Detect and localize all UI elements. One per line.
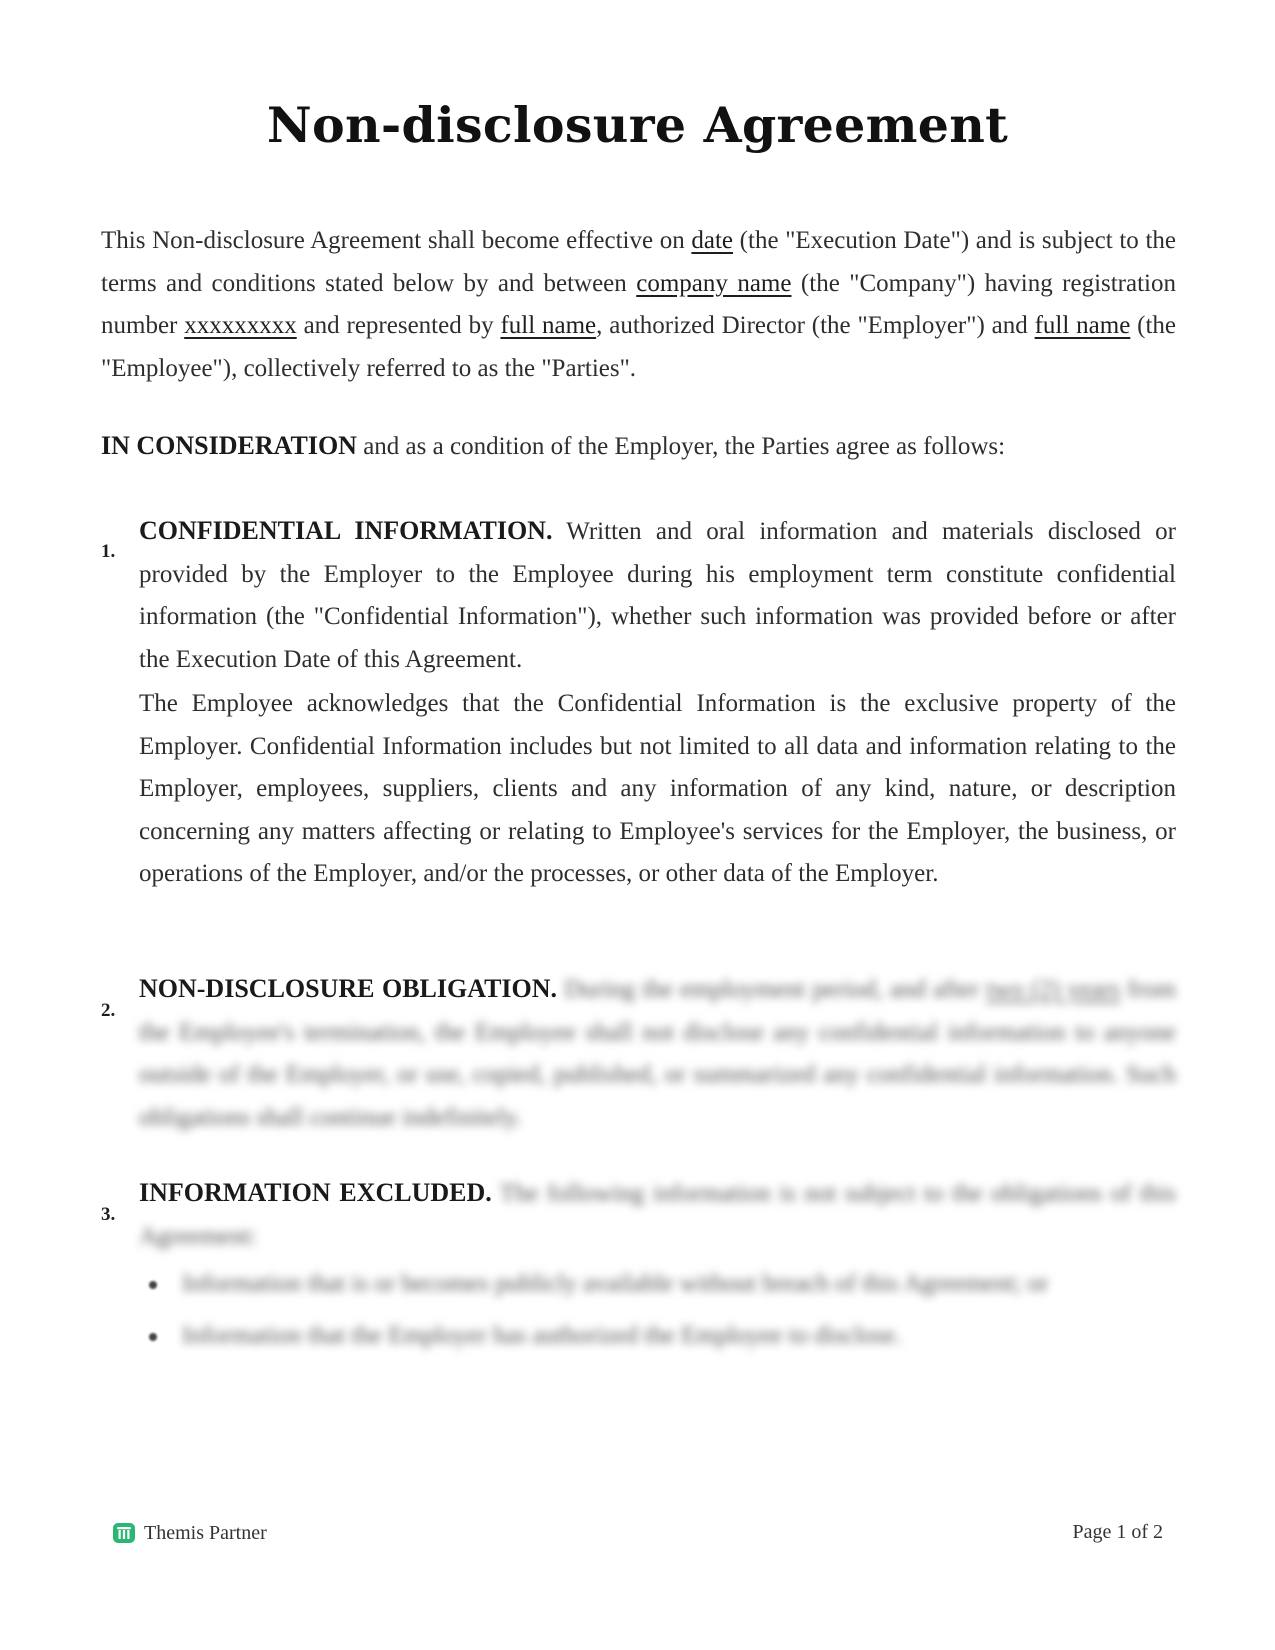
consideration-lead: IN CONSIDERATION <box>101 431 357 460</box>
themis-pillar-icon <box>112 1521 136 1545</box>
section-2-text: During the employment period, and after <box>557 976 987 1003</box>
bullet-text: Information that is or becomes publicly available without breach of this Agreement; or <box>182 1270 1049 1297</box>
page-number: Page 1 of 2 <box>1072 1521 1163 1543</box>
execution-date-field: date <box>691 227 734 254</box>
intro-text: (the "Execution Date") and is subject to the terms and conditions stated below by and between <box>101 227 1176 297</box>
section-2-text: from the Employee's termination, the Employee shall not disclose any confidential information to anyone outside of the Employer, or use, copied, published, or summarized any confidential information. Such obligations shall continue indefinitely. <box>139 976 1176 1131</box>
section-1-heading: CONFIDENTIAL INFORMATION. <box>139 516 553 545</box>
bullet-icon <box>149 1333 157 1341</box>
section-3-number: 3. <box>101 1204 116 1225</box>
footer-brand <box>112 1521 267 1545</box>
registration-number-field: xxxxxxxxx <box>184 312 297 339</box>
intro-paragraph <box>101 220 1176 390</box>
section-1-paragraph-2: The Employee acknowledges that the Confidential Information is the exclusive property of the Employer. Confidential Information includes but not limited to all data and information relating to the Employer, employees, suppliers, clients and any information of any kind, nature, or description concerning any matters affecting or relating to Employee's services for the Employer, the business, or operations of the Employer, and/or the processes, or other data of the Employer. <box>139 690 1176 887</box>
intro-text: and represented by <box>296 312 501 339</box>
consideration-paragraph <box>101 425 1176 469</box>
bullet-text: Information that the Employer has authorized the Employee to disclose. <box>182 1322 902 1349</box>
section-1-number: 1. <box>101 541 116 562</box>
employee-name-field: full name <box>1034 312 1131 339</box>
intro-text: This Non-disclosure Agreement shall become effective on <box>101 227 692 254</box>
section-2-number: 2. <box>101 1000 116 1021</box>
company-name-field: company name <box>636 269 792 297</box>
section-1-paragraph <box>139 510 1176 681</box>
intro-text: (the "Employee"), collectively referred to as the "Parties". <box>101 312 1177 382</box>
intro-text: , authorized Director (the "Employer") and <box>596 312 1035 339</box>
document-title: Non-disclosure Agreement <box>266 96 1009 154</box>
section-2-paragraph <box>139 968 1176 1139</box>
intro-text: (the "Company") having registration number <box>101 269 1176 339</box>
consideration-text: and as a condition of the Employer, the Parties agree as follows: <box>356 433 1006 460</box>
section-3-text: The following information is not subject to the obligations of this Agreement: <box>139 1180 1177 1250</box>
bullet-icon <box>149 1281 157 1289</box>
section-2-heading: NON-DISCLOSURE OBLIGATION. <box>139 974 558 1003</box>
section-3-paragraph <box>139 1172 1176 1258</box>
section-1-text: Written and oral information and materials disclosed or provided by the Employer to the Employee during his employment term constitute confidential information (the "Confidential Information"), whether such information was provided before or after the Execution Date of this Agreement. <box>139 518 1176 673</box>
section-2-term-field: two (2) years <box>986 976 1121 1003</box>
section-3-heading: INFORMATION EXCLUDED. <box>139 1178 492 1207</box>
director-name-field: full name <box>500 312 597 339</box>
footer-brand-name: Themis Partner <box>144 1521 267 1544</box>
